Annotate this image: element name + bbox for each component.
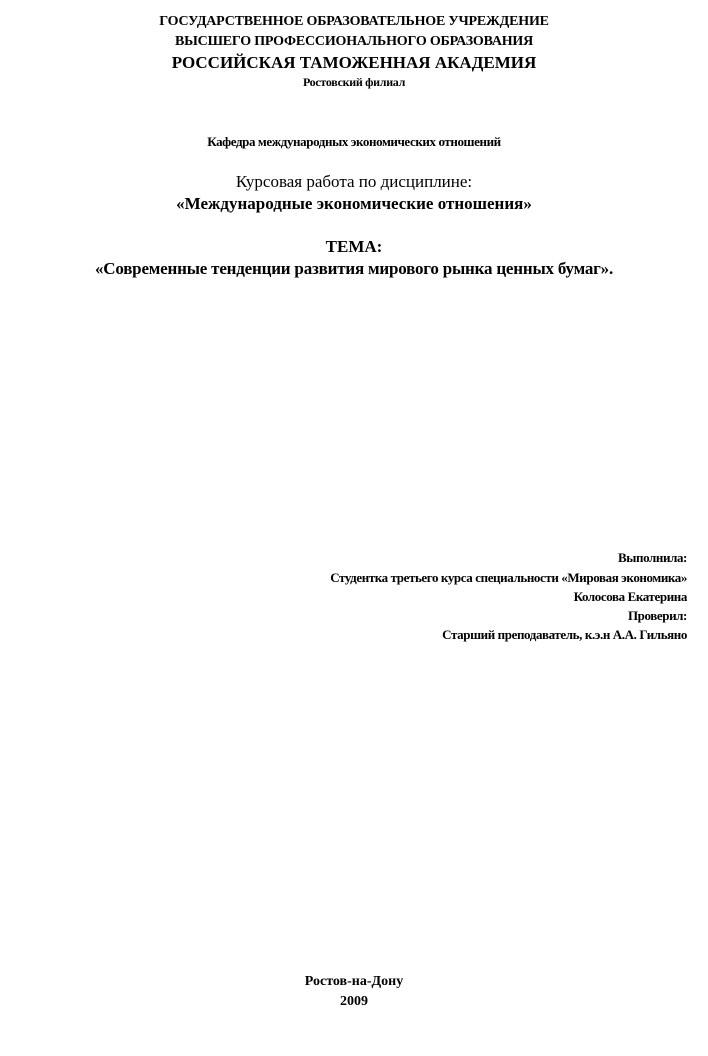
course-subject: «Международные экономические отношения» [176,194,532,213]
city: Ростов-на-Дону [304,974,404,989]
branch-name: Ростовский филиал [302,75,406,89]
institution-header-line-1: ГОСУДАРСТВЕННОЕ ОБРАЗОВАТЕЛЬНОЕ УЧРЕЖДЕНИЕ [159,14,549,29]
topic-label: ТЕМА: [325,237,383,256]
topic-title: «Современные тенденции развития мирового рынка ценных бумаг». [94,259,614,278]
academy-name: РОССИЙСКАЯ ТАМОЖЕННАЯ АКАДЕМИЯ [171,53,537,72]
department-name: Кафедра международных экономических отношений [207,134,501,149]
student-name: Колосова Екатерина [573,589,687,604]
student-description: Студентка третьего курса специальности «Мировая экономика» [330,570,687,585]
teacher-name: Старший преподаватель, к.э.н А.А. Гильяно [442,627,687,642]
institution-header-line-2: ВЫСШЕГО ПРОФЕССИОНАЛЬНОГО ОБРАЗОВАНИЯ [174,34,534,49]
checked-by-label: Проверил: [627,608,687,623]
year: 2009 [340,994,368,1009]
performed-by-label: Выполнила: [617,550,687,565]
course-work-label: Курсовая работа по дисциплине: [235,172,473,191]
